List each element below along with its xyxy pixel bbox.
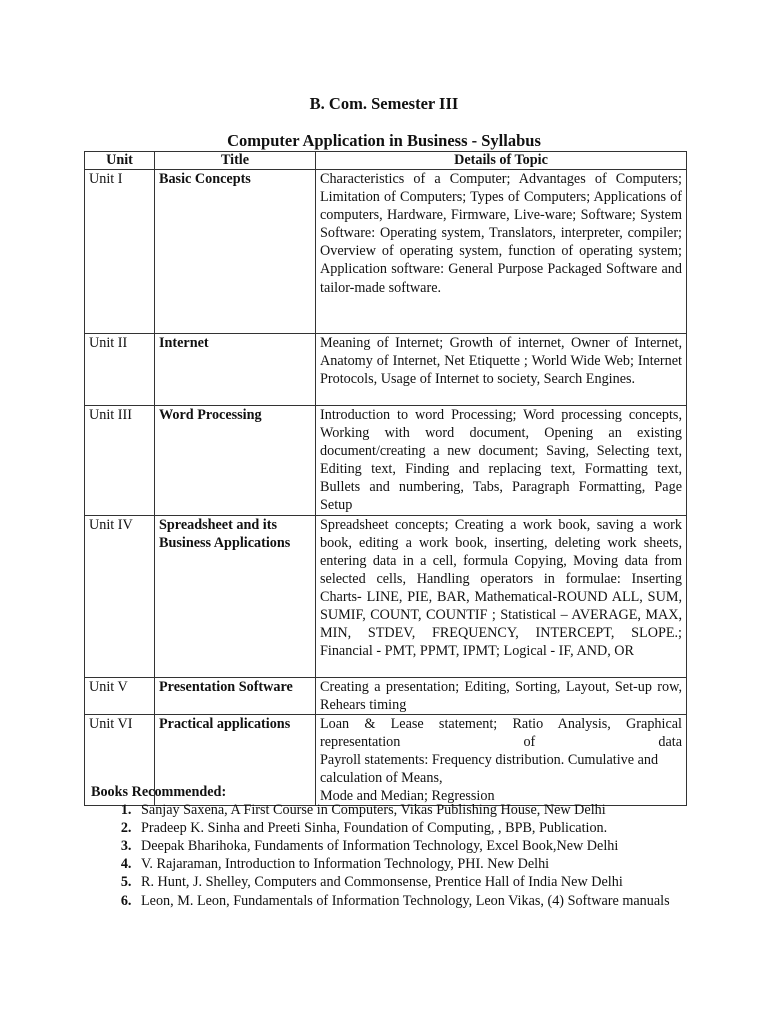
book-item: 3. Deepak Bharihoka, Fundaments of Information Technology, Excel Book,New Delhi xyxy=(135,837,691,855)
book-item: 1. Sanjay Saxena, A First Course in Computers, Vikas Publishing House, New Delhi xyxy=(135,801,691,819)
syllabus-table xyxy=(84,151,687,806)
table-header-row xyxy=(85,152,687,170)
table-row xyxy=(85,406,687,516)
details-cell: Meaning of Internet; Growth of internet, Owner of Internet, Anatomy of Internet, Net Etiquette ; World Wide Web; Internet Protocols, Usage of Internet to society, Search Engines. xyxy=(316,334,687,406)
books-recommended-title: Books Recommended: xyxy=(91,784,227,800)
book-item: 2. Pradeep K. Sinha and Preeti Sinha, Foundation of Computing, , BPB, Publication. xyxy=(135,819,691,837)
unit-cell: Unit I xyxy=(85,170,155,334)
table-row xyxy=(85,170,687,334)
column-header-details: Details of Topic xyxy=(316,152,687,170)
unit-cell: Unit II xyxy=(85,334,155,406)
table-row xyxy=(85,677,687,714)
title-cell: Presentation Software xyxy=(155,677,316,714)
details-line: Payroll statements: Frequency distribution. Cumulative and calculation of Means, xyxy=(320,751,659,787)
column-header-title: Title xyxy=(155,152,316,170)
books-recommended-section xyxy=(91,783,691,910)
details-cell: Characteristics of a Computer; Advantages of Computers; Limitation of Computers; Types of Computers; Applications of computers, Hardware, Firmware, Live-ware; Software; System Software: Operating system, Translators, interpreter, compiler; Overview of operating system, function of operating system; Application software: General Purpose Packaged Software and tailor-made software. xyxy=(316,170,687,334)
details-cell: Spreadsheet concepts; Creating a work book, saving a work book, editing a work book, inserting, deleting work sheets, entering data in a cell, formula Copying, Moving data from selected cells, Handling operators in formulae: Inserting Charts- LINE, PIE, BAR, Mathematical-ROUND ALL, SUM, SUMIF, COUNT, COUNTIF ; Statistical – AVERAGE, MAX, MIN, STDEV, FREQUENCY, INTERCEPT, SLOPE.; Financial - PMT, PPMT, IPMT; Logical - IF, AND, OR xyxy=(316,515,687,677)
details-line: Mode and Median; Regression xyxy=(320,788,495,805)
title-cell: Practical applications xyxy=(155,714,316,805)
unit-cell: Unit IV xyxy=(85,515,155,677)
books-list xyxy=(91,801,691,910)
unit-cell: Unit V xyxy=(85,677,155,714)
column-header-unit: Unit xyxy=(85,152,155,170)
book-item: 5. R. Hunt, J. Shelley, Computers and Commonsense, Prentice Hall of India New Delhi xyxy=(135,873,691,891)
table-row xyxy=(85,334,687,406)
details-cell: Introduction to word Processing; Word processing concepts, Working with word document, Opening an existing document/creating a new document; Saving, Selecting text, Editing text, Finding and replacing text, Formatting text, Bullets and numbering, Tabs, Paragraph Formatting, Page Setup xyxy=(316,406,687,516)
title-cell: Internet xyxy=(155,334,316,406)
details-line: Loan & Lease statement; Ratio Analysis, Graphical representation of data xyxy=(320,715,682,750)
title-cell: Spreadsheet and its Business Applications xyxy=(155,515,316,677)
details-cell: Creating a presentation; Editing, Sorting, Layout, Set-up row, Rehears timing xyxy=(316,677,687,714)
title-cell: Word Processing xyxy=(155,406,316,516)
title-cell: Basic Concepts xyxy=(155,170,316,334)
unit-cell: Unit III xyxy=(85,406,155,516)
document-heading-semester: B. Com. Semester III xyxy=(309,94,459,113)
table-row xyxy=(85,515,687,677)
unit-cell: Unit VI xyxy=(85,714,155,805)
document-heading-syllabus: Computer Application in Business - Syllabus xyxy=(227,131,541,150)
book-item: 4. V. Rajaraman, Introduction to Information Technology, PHI. New Delhi xyxy=(135,855,691,873)
book-item: 6. Leon, M. Leon, Fundamentals of Information Technology, Leon Vikas, (4) Software manuals xyxy=(135,892,691,910)
